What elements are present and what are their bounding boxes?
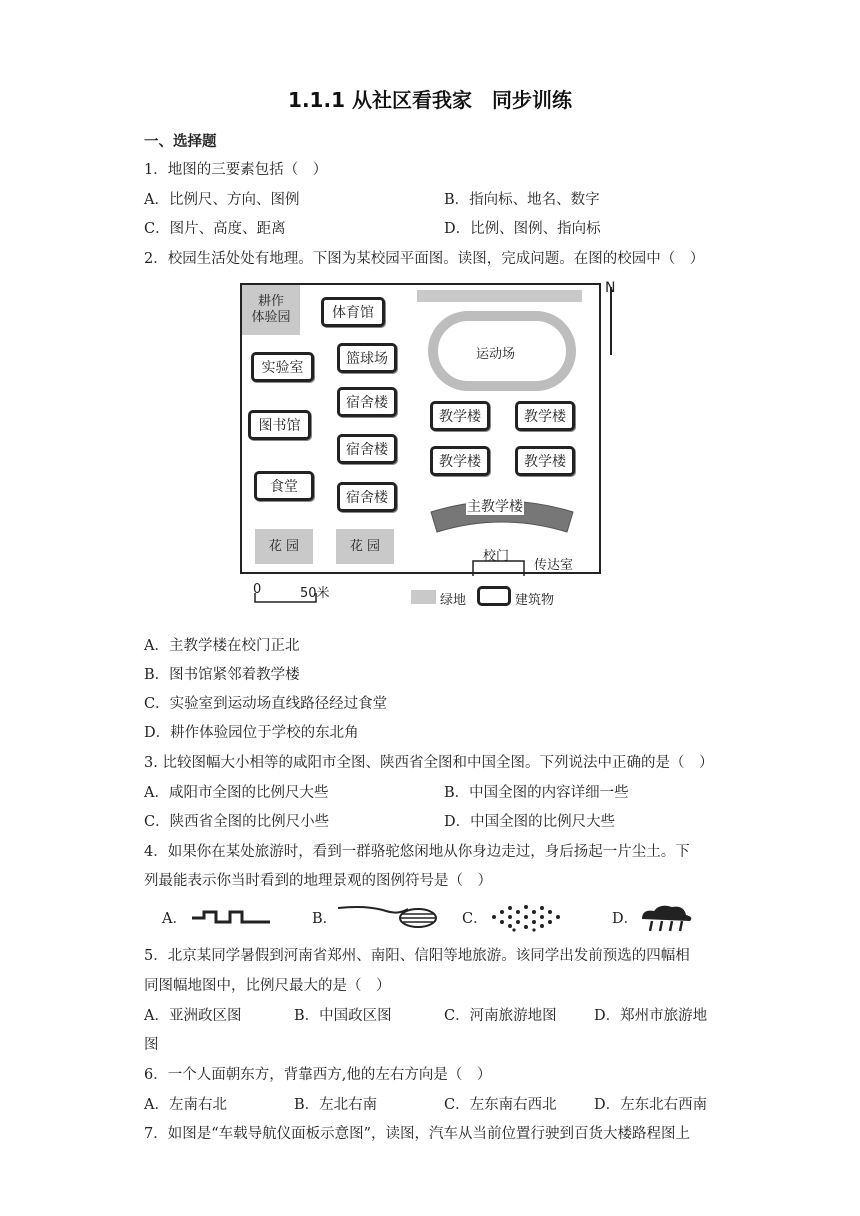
q2-option-d: D．耕作体验园位于学校的东北角: [144, 725, 359, 741]
legend-building-label: 建筑物: [515, 593, 555, 608]
legend-green-label: 绿地: [440, 593, 467, 608]
q5-stem-line2: 同图幅地图中，比例尺最大的是（ ）: [144, 978, 391, 994]
q6-option-b: B．左北右南: [294, 1097, 378, 1113]
q5-stem-line1: 5．北京某同学暑假到河南省郑州、南阳、信阳等地旅游。该同学出发前预选的四幅相: [144, 948, 690, 964]
green-strip: [417, 290, 582, 302]
track-label: 运动场: [476, 347, 516, 362]
q5-option-d-wrap: 图: [144, 1037, 159, 1053]
q4-option-b: B．: [312, 911, 338, 927]
q4-option-c: C．: [462, 911, 488, 927]
dorm-building-2: 宿舍楼: [337, 434, 397, 464]
section-heading: 一、选择题: [144, 133, 217, 150]
teaching-building-3: 教学楼: [430, 446, 490, 476]
striped-oval-symbol-icon: [338, 903, 438, 933]
dorm-building-3: 宿舍楼: [337, 482, 397, 512]
q3-option-d: D．中国全图的比例尺大些: [444, 814, 616, 830]
q3-stem: 3. 比较图幅大小相等的咸阳市全图、陕西省全图和中国全图。下列说法中正确的是（ ）: [144, 755, 714, 771]
q2-option-a: A．主教学楼在校门正北: [144, 638, 300, 654]
q3-option-c: C．陕西省全图的比例尺小些: [144, 814, 330, 830]
q4-option-d: D．: [612, 911, 639, 927]
dotted-area-symbol-icon: [488, 903, 568, 933]
q6-option-a: A．左南右北: [144, 1097, 227, 1113]
q2-option-b: B．图书馆紧邻着教学楼: [144, 667, 300, 683]
q1-option-b: B．指向标、地名、数字: [444, 192, 600, 208]
gym-building: 体育馆: [321, 297, 385, 327]
q1-stem: 1．地图的三要素包括（ ）: [144, 162, 328, 178]
q2-option-c: C．实验室到运动场直线路径经过食堂: [144, 696, 388, 712]
teaching-building-4: 教学楼: [515, 446, 575, 476]
q5-option-c: C．河南旅游地图: [444, 1008, 557, 1024]
square-wave-symbol-icon: [192, 908, 272, 928]
basketball-court: 篮球场: [337, 343, 397, 373]
teaching-building-2: 教学楼: [515, 401, 575, 431]
legend-green-swatch: [411, 590, 436, 604]
gate-label: 校门: [483, 549, 510, 564]
garden-1: 花 园: [255, 529, 313, 564]
q3-option-b: B．中国全图的内容详细一些: [444, 785, 629, 801]
scale-zero: 0: [253, 582, 262, 597]
lab-building: 实验室: [251, 352, 314, 382]
q4-stem-line2: 列最能表示你当时看到的地理景观的图例符号是（ ）: [144, 873, 492, 889]
q1-option-a: A．比例尺、方向、图例: [144, 192, 300, 208]
scale-fifty: 50米: [300, 586, 330, 601]
garden-2: 花 园: [336, 529, 394, 564]
q5-option-a: A．亚洲政区图: [144, 1008, 242, 1024]
q6-stem: 6．一个人面朝东方，背靠西方,他的左右方向是（ ）: [144, 1067, 492, 1083]
farm-garden: 耕作 体验园: [242, 285, 300, 335]
canteen-building: 食堂: [254, 471, 314, 501]
q5-option-b: B．中国政区图: [294, 1008, 392, 1024]
q4-stem-line1: 4．如果你在某处旅游时，看到一群骆驼悠闲地从你身边走过，身后扬起一片尘土。下: [144, 844, 690, 860]
q1-option-c: C．图片、高度、距离: [144, 221, 286, 237]
q6-option-c: C．左东南右西北: [444, 1097, 557, 1113]
q2-stem: 2．校园生活处处有地理。下图为某校园平面图。读图，完成问题。在图的校园中（ ）: [144, 251, 705, 267]
legend-building-swatch: [477, 586, 511, 606]
teaching-building-1: 教学楼: [430, 401, 490, 431]
q1-option-d: D．比例、图例、指向标: [444, 221, 601, 237]
q4-option-a: A．: [162, 911, 187, 927]
q3-option-a: A．咸阳市全图的比例尺大些: [144, 785, 329, 801]
dorm-building-1: 宿舍楼: [337, 387, 397, 417]
guardroom-label: 传达室: [534, 558, 574, 573]
north-label: N: [605, 280, 616, 296]
cloud-rain-symbol-icon: [638, 903, 698, 933]
page-title: 1.1.1 从社区看我家 同步训练: [288, 88, 572, 112]
main-building-label: 主教学楼: [467, 499, 523, 515]
q7-stem: 7．如图是“车载导航仪面板示意图”，读图，汽车从当前位置行驶到百货大楼路程图上: [144, 1126, 691, 1142]
q6-option-d: D．左东北右西南: [594, 1097, 708, 1113]
library-building: 图书馆: [248, 410, 311, 440]
q5-option-d: D．郑州市旅游地: [594, 1008, 708, 1024]
